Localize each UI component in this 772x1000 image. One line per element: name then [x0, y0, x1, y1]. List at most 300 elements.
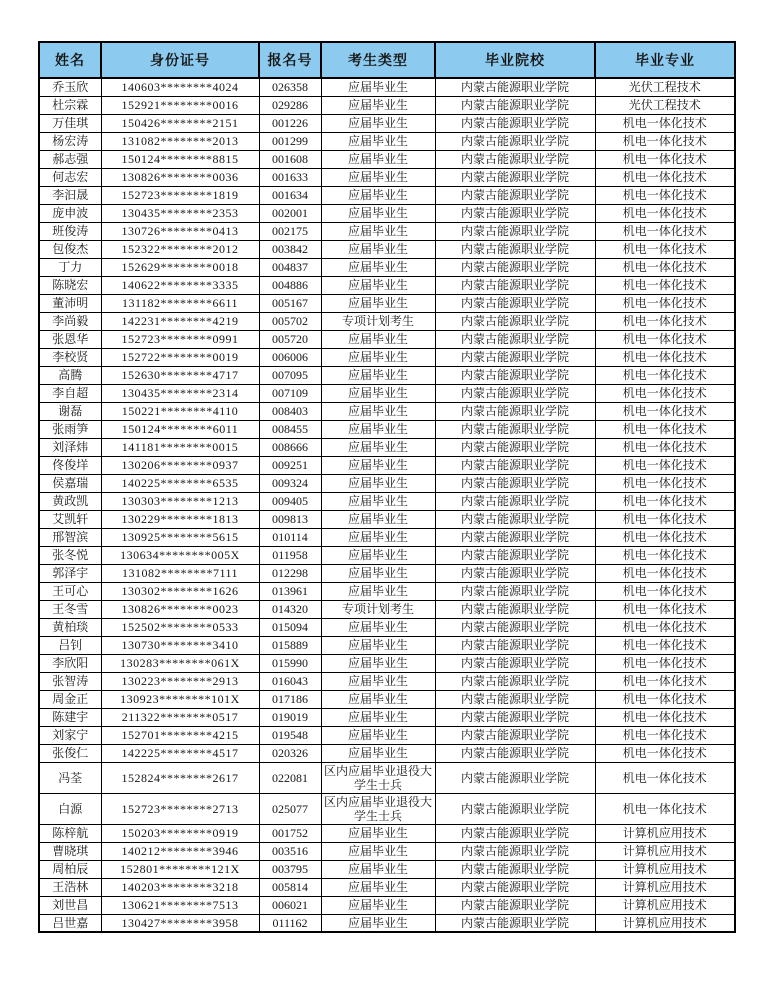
candidate-type-cell: 应届毕业生 — [321, 222, 435, 240]
candidate-type-cell: 应届毕业生 — [321, 294, 435, 312]
table-row — [39, 402, 735, 420]
graduation-school-cell: 内蒙古能源职业学院 — [435, 914, 595, 932]
graduation-school-cell: 内蒙古能源职业学院 — [435, 896, 595, 914]
candidate-type-cell: 应届毕业生 — [321, 384, 435, 402]
column-header-id-number: 身份证号 — [101, 42, 259, 78]
registration-number-cell: 019548 — [259, 726, 321, 744]
name-cell: 何志宏 — [39, 168, 101, 186]
candidate-type-cell: 应届毕业生 — [321, 914, 435, 932]
name-cell: 杨宏涛 — [39, 132, 101, 150]
name-cell: 张俊仁 — [39, 744, 101, 762]
registration-number-cell: 005814 — [259, 878, 321, 896]
graduation-major-cell: 机电一体化技术 — [595, 240, 735, 258]
column-header-graduation-major: 毕业专业 — [595, 42, 735, 78]
graduation-school-cell: 内蒙古能源职业学院 — [435, 654, 595, 672]
graduation-school-cell: 内蒙古能源职业学院 — [435, 600, 595, 618]
id-number-cell: 140622********3335 — [101, 276, 259, 294]
registration-number-cell: 015990 — [259, 654, 321, 672]
candidate-type-cell: 应届毕业生 — [321, 150, 435, 168]
registration-number-cell: 019019 — [259, 708, 321, 726]
id-number-cell: 130427********3958 — [101, 914, 259, 932]
registration-number-cell: 003842 — [259, 240, 321, 258]
name-cell: 乔玉欣 — [39, 78, 101, 96]
registration-number-cell: 006021 — [259, 896, 321, 914]
name-cell: 庞申波 — [39, 204, 101, 222]
registration-number-cell: 022081 — [259, 762, 321, 793]
id-number-cell: 152722********0019 — [101, 348, 259, 366]
id-number-cell: 140203********3218 — [101, 878, 259, 896]
candidate-type-cell: 区内应届毕业退役大学生士兵 — [321, 762, 435, 793]
candidate-type-cell: 应届毕业生 — [321, 276, 435, 294]
registration-number-cell: 008403 — [259, 402, 321, 420]
registration-number-cell: 008455 — [259, 420, 321, 438]
registration-number-cell: 006006 — [259, 348, 321, 366]
name-cell: 丁力 — [39, 258, 101, 276]
graduation-major-cell: 机电一体化技术 — [595, 186, 735, 204]
candidate-type-cell: 应届毕业生 — [321, 330, 435, 348]
graduation-major-cell: 机电一体化技术 — [595, 708, 735, 726]
name-cell: 李校贤 — [39, 348, 101, 366]
candidate-type-cell: 应届毕业生 — [321, 492, 435, 510]
candidate-type-cell: 应届毕业生 — [321, 824, 435, 842]
graduation-major-cell: 机电一体化技术 — [595, 438, 735, 456]
id-number-cell: 130302********1626 — [101, 582, 259, 600]
graduation-school-cell: 内蒙古能源职业学院 — [435, 186, 595, 204]
graduation-major-cell: 机电一体化技术 — [595, 294, 735, 312]
registration-number-cell: 012298 — [259, 564, 321, 582]
table-row — [39, 258, 735, 276]
id-number-cell: 150124********8815 — [101, 150, 259, 168]
table-row — [39, 96, 735, 114]
candidate-type-cell: 应届毕业生 — [321, 726, 435, 744]
candidate-type-cell: 应届毕业生 — [321, 636, 435, 654]
table-row — [39, 312, 735, 330]
registration-number-cell: 016043 — [259, 672, 321, 690]
id-number-cell: 152921********0016 — [101, 96, 259, 114]
name-cell: 李欣阳 — [39, 654, 101, 672]
graduation-major-cell: 机电一体化技术 — [595, 474, 735, 492]
name-cell: 周柏辰 — [39, 860, 101, 878]
name-cell: 李自超 — [39, 384, 101, 402]
column-header-name: 姓名 — [39, 42, 101, 78]
graduation-school-cell: 内蒙古能源职业学院 — [435, 636, 595, 654]
candidate-type-cell: 应届毕业生 — [321, 240, 435, 258]
table-row — [39, 186, 735, 204]
graduation-school-cell: 内蒙古能源职业学院 — [435, 276, 595, 294]
table-row — [39, 348, 735, 366]
graduation-major-cell: 机电一体化技术 — [595, 348, 735, 366]
graduation-major-cell: 机电一体化技术 — [595, 793, 735, 824]
candidate-type-cell: 应届毕业生 — [321, 510, 435, 528]
graduation-major-cell: 计算机应用技术 — [595, 860, 735, 878]
registration-number-cell: 013961 — [259, 582, 321, 600]
name-cell: 刘世昌 — [39, 896, 101, 914]
graduation-major-cell: 机电一体化技术 — [595, 456, 735, 474]
graduation-school-cell: 内蒙古能源职业学院 — [435, 330, 595, 348]
table-row — [39, 600, 735, 618]
column-header-graduation-school: 毕业院校 — [435, 42, 595, 78]
candidate-type-cell: 应届毕业生 — [321, 114, 435, 132]
candidate-type-cell: 应届毕业生 — [321, 402, 435, 420]
candidate-type-cell: 应届毕业生 — [321, 258, 435, 276]
name-cell: 佟俊垟 — [39, 456, 101, 474]
registration-number-cell: 004837 — [259, 258, 321, 276]
table-row — [39, 914, 735, 932]
candidate-type-cell: 应届毕业生 — [321, 528, 435, 546]
registration-number-cell: 001633 — [259, 168, 321, 186]
graduation-school-cell: 内蒙古能源职业学院 — [435, 384, 595, 402]
table-row — [39, 78, 735, 96]
candidate-type-cell: 应届毕业生 — [321, 168, 435, 186]
graduation-major-cell: 机电一体化技术 — [595, 384, 735, 402]
graduation-school-cell: 内蒙古能源职业学院 — [435, 96, 595, 114]
graduation-major-cell: 机电一体化技术 — [595, 564, 735, 582]
table-row — [39, 744, 735, 762]
graduation-school-cell: 内蒙古能源职业学院 — [435, 744, 595, 762]
table-row — [39, 672, 735, 690]
candidate-type-cell: 应届毕业生 — [321, 690, 435, 708]
candidate-type-cell: 应届毕业生 — [321, 348, 435, 366]
name-cell: 郭泽宇 — [39, 564, 101, 582]
table-row — [39, 150, 735, 168]
registration-number-cell: 005167 — [259, 294, 321, 312]
graduation-school-cell: 内蒙古能源职业学院 — [435, 762, 595, 793]
registration-number-cell: 011958 — [259, 546, 321, 564]
registration-number-cell: 001299 — [259, 132, 321, 150]
table-row — [39, 474, 735, 492]
name-cell: 刘家宁 — [39, 726, 101, 744]
graduation-major-cell: 机电一体化技术 — [595, 204, 735, 222]
graduation-school-cell: 内蒙古能源职业学院 — [435, 312, 595, 330]
candidate-type-cell: 应届毕业生 — [321, 186, 435, 204]
graduation-major-cell: 机电一体化技术 — [595, 402, 735, 420]
table-row — [39, 564, 735, 582]
id-number-cell: 152824********2617 — [101, 762, 259, 793]
id-number-cell: 130925********5615 — [101, 528, 259, 546]
graduation-school-cell: 内蒙古能源职业学院 — [435, 366, 595, 384]
candidate-type-cell: 应届毕业生 — [321, 654, 435, 672]
candidate-type-cell: 应届毕业生 — [321, 860, 435, 878]
candidate-type-cell: 区内应届毕业退役大学生士兵 — [321, 793, 435, 824]
graduation-school-cell: 内蒙古能源职业学院 — [435, 294, 595, 312]
name-cell: 谢磊 — [39, 402, 101, 420]
id-number-cell: 152630********4717 — [101, 366, 259, 384]
id-number-cell: 130223********2913 — [101, 672, 259, 690]
registration-number-cell: 004886 — [259, 276, 321, 294]
registration-number-cell: 003795 — [259, 860, 321, 878]
name-cell: 吕钊 — [39, 636, 101, 654]
id-number-cell: 150426********2151 — [101, 114, 259, 132]
registration-number-cell: 020326 — [259, 744, 321, 762]
table-row — [39, 896, 735, 914]
registration-number-cell: 025077 — [259, 793, 321, 824]
name-cell: 王冬雪 — [39, 600, 101, 618]
graduation-major-cell: 机电一体化技术 — [595, 168, 735, 186]
registration-number-cell: 009251 — [259, 456, 321, 474]
name-cell: 包俊杰 — [39, 240, 101, 258]
id-number-cell: 130206********0937 — [101, 456, 259, 474]
graduation-school-cell: 内蒙古能源职业学院 — [435, 240, 595, 258]
table-row — [39, 438, 735, 456]
id-number-cell: 130726********0413 — [101, 222, 259, 240]
candidate-type-cell: 专项计划考生 — [321, 312, 435, 330]
table-row — [39, 654, 735, 672]
graduation-school-cell: 内蒙古能源职业学院 — [435, 582, 595, 600]
registration-number-cell: 014320 — [259, 600, 321, 618]
table-row — [39, 492, 735, 510]
graduation-school-cell: 内蒙古能源职业学院 — [435, 474, 595, 492]
id-number-cell: 150124********6011 — [101, 420, 259, 438]
name-cell: 王浩林 — [39, 878, 101, 896]
name-cell: 董沛明 — [39, 294, 101, 312]
id-number-cell: 130923********101X — [101, 690, 259, 708]
graduation-school-cell: 内蒙古能源职业学院 — [435, 618, 595, 636]
registration-number-cell: 015889 — [259, 636, 321, 654]
name-cell: 陈建宇 — [39, 708, 101, 726]
table-row — [39, 384, 735, 402]
candidate-type-cell: 应届毕业生 — [321, 546, 435, 564]
id-number-cell: 152629********0018 — [101, 258, 259, 276]
id-number-cell: 130435********2314 — [101, 384, 259, 402]
candidate-type-cell: 应届毕业生 — [321, 474, 435, 492]
table-row — [39, 582, 735, 600]
graduation-major-cell: 机电一体化技术 — [595, 222, 735, 240]
graduation-major-cell: 光伏工程技术 — [595, 96, 735, 114]
graduation-major-cell: 机电一体化技术 — [595, 618, 735, 636]
graduation-major-cell: 计算机应用技术 — [595, 824, 735, 842]
graduation-school-cell: 内蒙古能源职业学院 — [435, 348, 595, 366]
id-number-cell: 152723********1819 — [101, 186, 259, 204]
table-row — [39, 860, 735, 878]
name-cell: 黄柏琰 — [39, 618, 101, 636]
graduation-major-cell: 光伏工程技术 — [595, 78, 735, 96]
graduation-school-cell: 内蒙古能源职业学院 — [435, 222, 595, 240]
graduation-major-cell: 机电一体化技术 — [595, 312, 735, 330]
graduation-school-cell: 内蒙古能源职业学院 — [435, 528, 595, 546]
graduation-major-cell: 机电一体化技术 — [595, 366, 735, 384]
graduation-major-cell: 机电一体化技术 — [595, 726, 735, 744]
graduation-school-cell: 内蒙古能源职业学院 — [435, 672, 595, 690]
graduation-school-cell: 内蒙古能源职业学院 — [435, 438, 595, 456]
graduation-school-cell: 内蒙古能源职业学院 — [435, 564, 595, 582]
candidate-type-cell: 应届毕业生 — [321, 618, 435, 636]
table-row — [39, 726, 735, 744]
graduation-major-cell: 机电一体化技术 — [595, 762, 735, 793]
graduation-major-cell: 计算机应用技术 — [595, 842, 735, 860]
candidate-roster-table — [38, 41, 736, 933]
table-row — [39, 618, 735, 636]
name-cell: 吕世嘉 — [39, 914, 101, 932]
id-number-cell: 152322********2012 — [101, 240, 259, 258]
table-row — [39, 456, 735, 474]
id-number-cell: 131082********2013 — [101, 132, 259, 150]
graduation-school-cell: 内蒙古能源职业学院 — [435, 132, 595, 150]
registration-number-cell: 009813 — [259, 510, 321, 528]
id-number-cell: 140212********3946 — [101, 842, 259, 860]
candidate-type-cell: 应届毕业生 — [321, 582, 435, 600]
id-number-cell: 130826********0023 — [101, 600, 259, 618]
graduation-major-cell: 机电一体化技术 — [595, 150, 735, 168]
registration-number-cell: 001608 — [259, 150, 321, 168]
registration-number-cell: 015094 — [259, 618, 321, 636]
name-cell: 黄政凯 — [39, 492, 101, 510]
id-number-cell: 130303********1213 — [101, 492, 259, 510]
column-header-candidate-type: 考生类型 — [321, 42, 435, 78]
candidate-type-cell: 应届毕业生 — [321, 672, 435, 690]
table-row — [39, 366, 735, 384]
name-cell: 陈梓航 — [39, 824, 101, 842]
graduation-major-cell: 机电一体化技术 — [595, 600, 735, 618]
graduation-major-cell: 机电一体化技术 — [595, 258, 735, 276]
graduation-school-cell: 内蒙古能源职业学院 — [435, 860, 595, 878]
registration-number-cell: 002175 — [259, 222, 321, 240]
graduation-major-cell: 机电一体化技术 — [595, 582, 735, 600]
name-cell: 刘泽炜 — [39, 438, 101, 456]
candidate-type-cell: 应届毕业生 — [321, 744, 435, 762]
candidate-type-cell: 应届毕业生 — [321, 420, 435, 438]
candidate-type-cell: 应届毕业生 — [321, 708, 435, 726]
registration-number-cell: 007109 — [259, 384, 321, 402]
table-header-row — [39, 42, 735, 78]
table-row — [39, 132, 735, 150]
table-body — [39, 78, 735, 932]
table-row — [39, 708, 735, 726]
name-cell: 曹晓琪 — [39, 842, 101, 860]
registration-number-cell: 011162 — [259, 914, 321, 932]
registration-number-cell: 005720 — [259, 330, 321, 348]
candidate-type-cell: 应届毕业生 — [321, 878, 435, 896]
candidate-type-cell: 应届毕业生 — [321, 132, 435, 150]
candidate-type-cell: 应届毕业生 — [321, 896, 435, 914]
graduation-major-cell: 机电一体化技术 — [595, 276, 735, 294]
id-number-cell: 141181********0015 — [101, 438, 259, 456]
id-number-cell: 150221********4110 — [101, 402, 259, 420]
table-row — [39, 510, 735, 528]
graduation-school-cell: 内蒙古能源职业学院 — [435, 150, 595, 168]
table-row — [39, 168, 735, 186]
name-cell: 冯荃 — [39, 762, 101, 793]
candidate-type-cell: 应届毕业生 — [321, 366, 435, 384]
name-cell: 陈晓宏 — [39, 276, 101, 294]
candidate-type-cell: 应届毕业生 — [321, 96, 435, 114]
id-number-cell: 142225********4517 — [101, 744, 259, 762]
name-cell: 张智涛 — [39, 672, 101, 690]
table-row — [39, 793, 735, 824]
graduation-school-cell: 内蒙古能源职业学院 — [435, 708, 595, 726]
name-cell: 张冬悦 — [39, 546, 101, 564]
registration-number-cell: 029286 — [259, 96, 321, 114]
graduation-school-cell: 内蒙古能源职业学院 — [435, 726, 595, 744]
id-number-cell: 150203********0919 — [101, 824, 259, 842]
candidate-type-cell: 专项计划考生 — [321, 600, 435, 618]
table-row — [39, 878, 735, 896]
graduation-school-cell: 内蒙古能源职业学院 — [435, 492, 595, 510]
graduation-major-cell: 机电一体化技术 — [595, 420, 735, 438]
table-row — [39, 222, 735, 240]
graduation-school-cell: 内蒙古能源职业学院 — [435, 168, 595, 186]
registration-number-cell: 017186 — [259, 690, 321, 708]
table-row — [39, 546, 735, 564]
table-row — [39, 690, 735, 708]
graduation-school-cell: 内蒙古能源职业学院 — [435, 114, 595, 132]
registration-number-cell: 002001 — [259, 204, 321, 222]
table-row — [39, 824, 735, 842]
candidate-type-cell: 应届毕业生 — [321, 456, 435, 474]
name-cell: 张恩华 — [39, 330, 101, 348]
id-number-cell: 152701********4215 — [101, 726, 259, 744]
name-cell: 杜宗霖 — [39, 96, 101, 114]
column-header-registration-number: 报名号 — [259, 42, 321, 78]
graduation-school-cell: 内蒙古能源职业学院 — [435, 842, 595, 860]
graduation-major-cell: 机电一体化技术 — [595, 330, 735, 348]
registration-number-cell: 007095 — [259, 366, 321, 384]
table-row — [39, 276, 735, 294]
name-cell: 郝志强 — [39, 150, 101, 168]
graduation-school-cell: 内蒙古能源职业学院 — [435, 510, 595, 528]
graduation-major-cell: 计算机应用技术 — [595, 878, 735, 896]
graduation-school-cell: 内蒙古能源职业学院 — [435, 793, 595, 824]
name-cell: 王可心 — [39, 582, 101, 600]
id-number-cell: 211322********0517 — [101, 708, 259, 726]
table-row — [39, 762, 735, 793]
name-cell: 班俊涛 — [39, 222, 101, 240]
registration-number-cell: 026358 — [259, 78, 321, 96]
graduation-major-cell: 计算机应用技术 — [595, 896, 735, 914]
table-row — [39, 528, 735, 546]
id-number-cell: 131082********7111 — [101, 564, 259, 582]
graduation-major-cell: 机电一体化技术 — [595, 672, 735, 690]
graduation-major-cell: 机电一体化技术 — [595, 132, 735, 150]
table-row — [39, 204, 735, 222]
candidate-type-cell: 应届毕业生 — [321, 438, 435, 456]
table-row — [39, 240, 735, 258]
graduation-school-cell: 内蒙古能源职业学院 — [435, 402, 595, 420]
id-number-cell: 152502********0533 — [101, 618, 259, 636]
graduation-major-cell: 机电一体化技术 — [595, 114, 735, 132]
table-row — [39, 842, 735, 860]
graduation-major-cell: 机电一体化技术 — [595, 690, 735, 708]
id-number-cell: 152801********121X — [101, 860, 259, 878]
graduation-major-cell: 机电一体化技术 — [595, 636, 735, 654]
registration-number-cell: 001634 — [259, 186, 321, 204]
graduation-major-cell: 机电一体化技术 — [595, 654, 735, 672]
graduation-school-cell: 内蒙古能源职业学院 — [435, 690, 595, 708]
table-row — [39, 294, 735, 312]
graduation-school-cell: 内蒙古能源职业学院 — [435, 78, 595, 96]
table-row — [39, 330, 735, 348]
id-number-cell: 142231********4219 — [101, 312, 259, 330]
table-row — [39, 636, 735, 654]
id-number-cell: 152723********2713 — [101, 793, 259, 824]
graduation-major-cell: 机电一体化技术 — [595, 546, 735, 564]
id-number-cell: 130229********1813 — [101, 510, 259, 528]
id-number-cell: 130435********2353 — [101, 204, 259, 222]
name-cell: 张雨笋 — [39, 420, 101, 438]
registration-number-cell: 001752 — [259, 824, 321, 842]
registration-number-cell: 003516 — [259, 842, 321, 860]
name-cell: 李尚毅 — [39, 312, 101, 330]
id-number-cell: 130730********3410 — [101, 636, 259, 654]
id-number-cell: 152723********0991 — [101, 330, 259, 348]
graduation-school-cell: 内蒙古能源职业学院 — [435, 456, 595, 474]
table-row — [39, 114, 735, 132]
registration-number-cell: 001226 — [259, 114, 321, 132]
candidate-type-cell: 应届毕业生 — [321, 842, 435, 860]
graduation-school-cell: 内蒙古能源职业学院 — [435, 420, 595, 438]
id-number-cell: 140225********6535 — [101, 474, 259, 492]
graduation-major-cell: 计算机应用技术 — [595, 914, 735, 932]
registration-number-cell: 005702 — [259, 312, 321, 330]
